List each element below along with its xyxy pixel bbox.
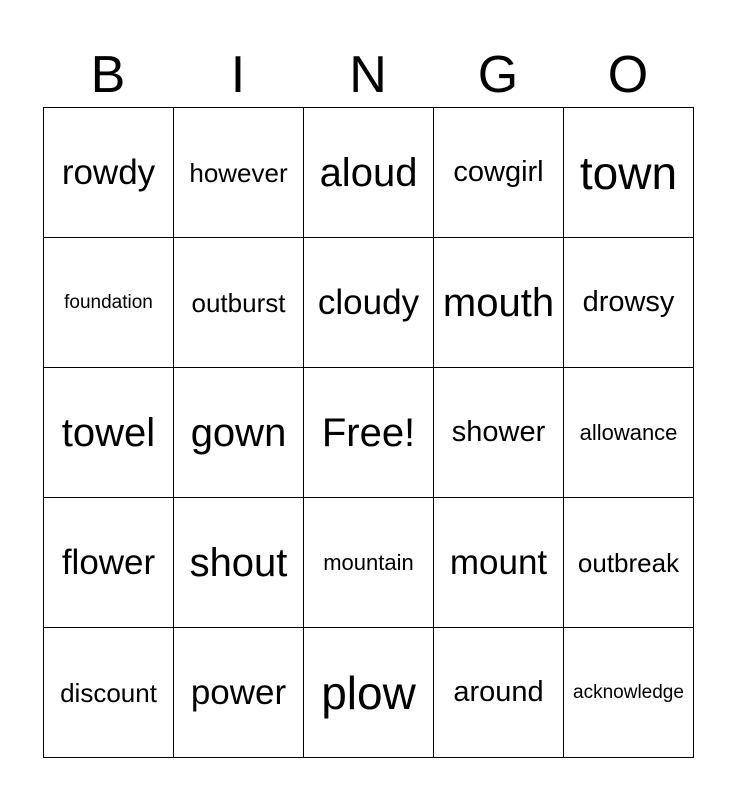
bingo-cell-r2-c1: foundation <box>44 238 174 368</box>
bingo-cell-r4-c2: shout <box>174 498 304 628</box>
bingo-cell-r1-c4: cowgirl <box>434 108 564 238</box>
bingo-cell-r2-c4: mouth <box>434 238 564 368</box>
bingo-cell-r5-c3: plow <box>304 628 434 758</box>
bingo-cell-r2-c5: drowsy <box>564 238 694 368</box>
bingo-cell-r4-c1: flower <box>44 498 174 628</box>
bingo-cell-r2-c3: cloudy <box>304 238 434 368</box>
bingo-cell-r3-c2: gown <box>174 368 304 498</box>
header-letter-n: N <box>349 46 387 104</box>
bingo-cell-r3-c4: shower <box>434 368 564 498</box>
bingo-cell-r1-c5: town <box>564 108 694 238</box>
header-letter-g: G <box>477 46 519 104</box>
bingo-cell-r3-c5: allowance <box>564 368 694 498</box>
bingo-cell-r3-c3-free: Free! <box>304 368 434 498</box>
bingo-cell-r1-c3: aloud <box>304 108 434 238</box>
bingo-header <box>43 44 693 106</box>
bingo-cell-r1-c2: however <box>174 108 304 238</box>
bingo-cell-r4-c3: mountain <box>304 498 434 628</box>
bingo-cell-r5-c5: acknowledge <box>564 628 694 758</box>
bingo-cell-r1-c1: rowdy <box>44 108 174 238</box>
bingo-board <box>43 107 694 758</box>
bingo-cell-r4-c4: mount <box>434 498 564 628</box>
bingo-cell-r5-c2: power <box>174 628 304 758</box>
bingo-cell-r4-c5: outbreak <box>564 498 694 628</box>
bingo-cell-r5-c1: discount <box>44 628 174 758</box>
bingo-cell-r5-c4: around <box>434 628 564 758</box>
header-letter-b: B <box>90 46 126 104</box>
header-letter-i: I <box>230 46 246 104</box>
bingo-cell-r2-c2: outburst <box>174 238 304 368</box>
header-letter-o: O <box>607 46 649 104</box>
bingo-cell-r3-c1: towel <box>44 368 174 498</box>
